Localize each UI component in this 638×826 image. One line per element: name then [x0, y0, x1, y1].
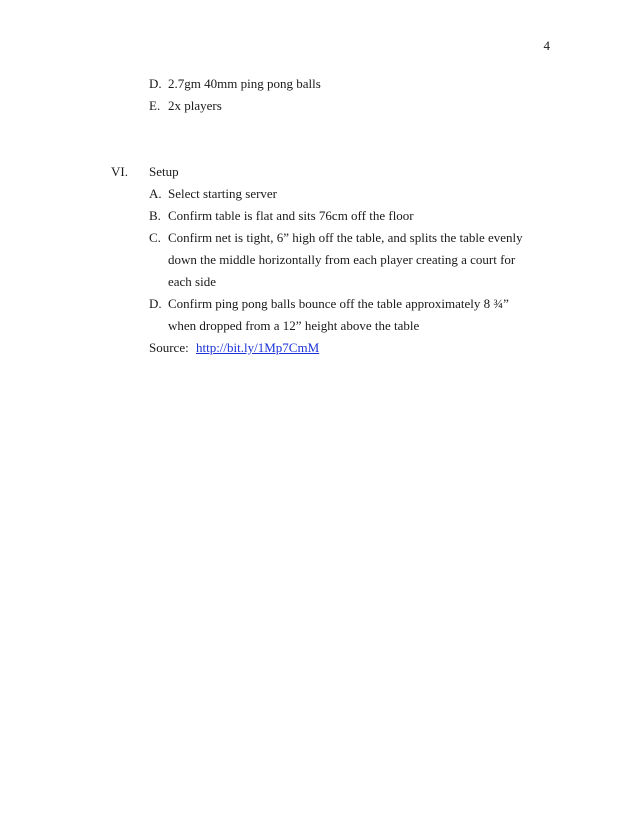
section-title: Setup	[149, 164, 179, 179]
list-item: 2.7gm 40mm ping pong balls	[168, 76, 321, 91]
list-item-line: Confirm net is tight, 6” high off the table, and splits the table evenly	[168, 230, 523, 245]
list-item-marker: E.	[149, 98, 161, 113]
list-item-marker: A.	[149, 186, 162, 201]
list-item-line: Confirm ping pong balls bounce off the table approximately 8 ¾”	[168, 296, 509, 311]
list-item: Confirm table is flat and sits 76cm off the floor	[168, 208, 414, 223]
source-line	[149, 340, 319, 356]
page-number: 4	[543, 38, 550, 53]
list-item-marker: B.	[149, 208, 161, 223]
list-item-marker: D.	[149, 296, 162, 311]
list-item-line: when dropped from a 12” height above the table	[168, 318, 420, 333]
source-link[interactable]: http://bit.ly/1Mp7CmM	[195, 340, 320, 355]
list-item-marker: D.	[149, 76, 162, 91]
section-numeral: VI.	[111, 164, 128, 179]
list-item-line: each side	[168, 274, 217, 289]
source-label: Source:	[149, 340, 189, 355]
list-item: Select starting server	[168, 186, 278, 201]
list-item: 2x players	[168, 98, 222, 113]
list-item-line: down the middle horizontally from each player creating a court for	[168, 252, 516, 267]
list-item-marker: C.	[149, 230, 161, 245]
